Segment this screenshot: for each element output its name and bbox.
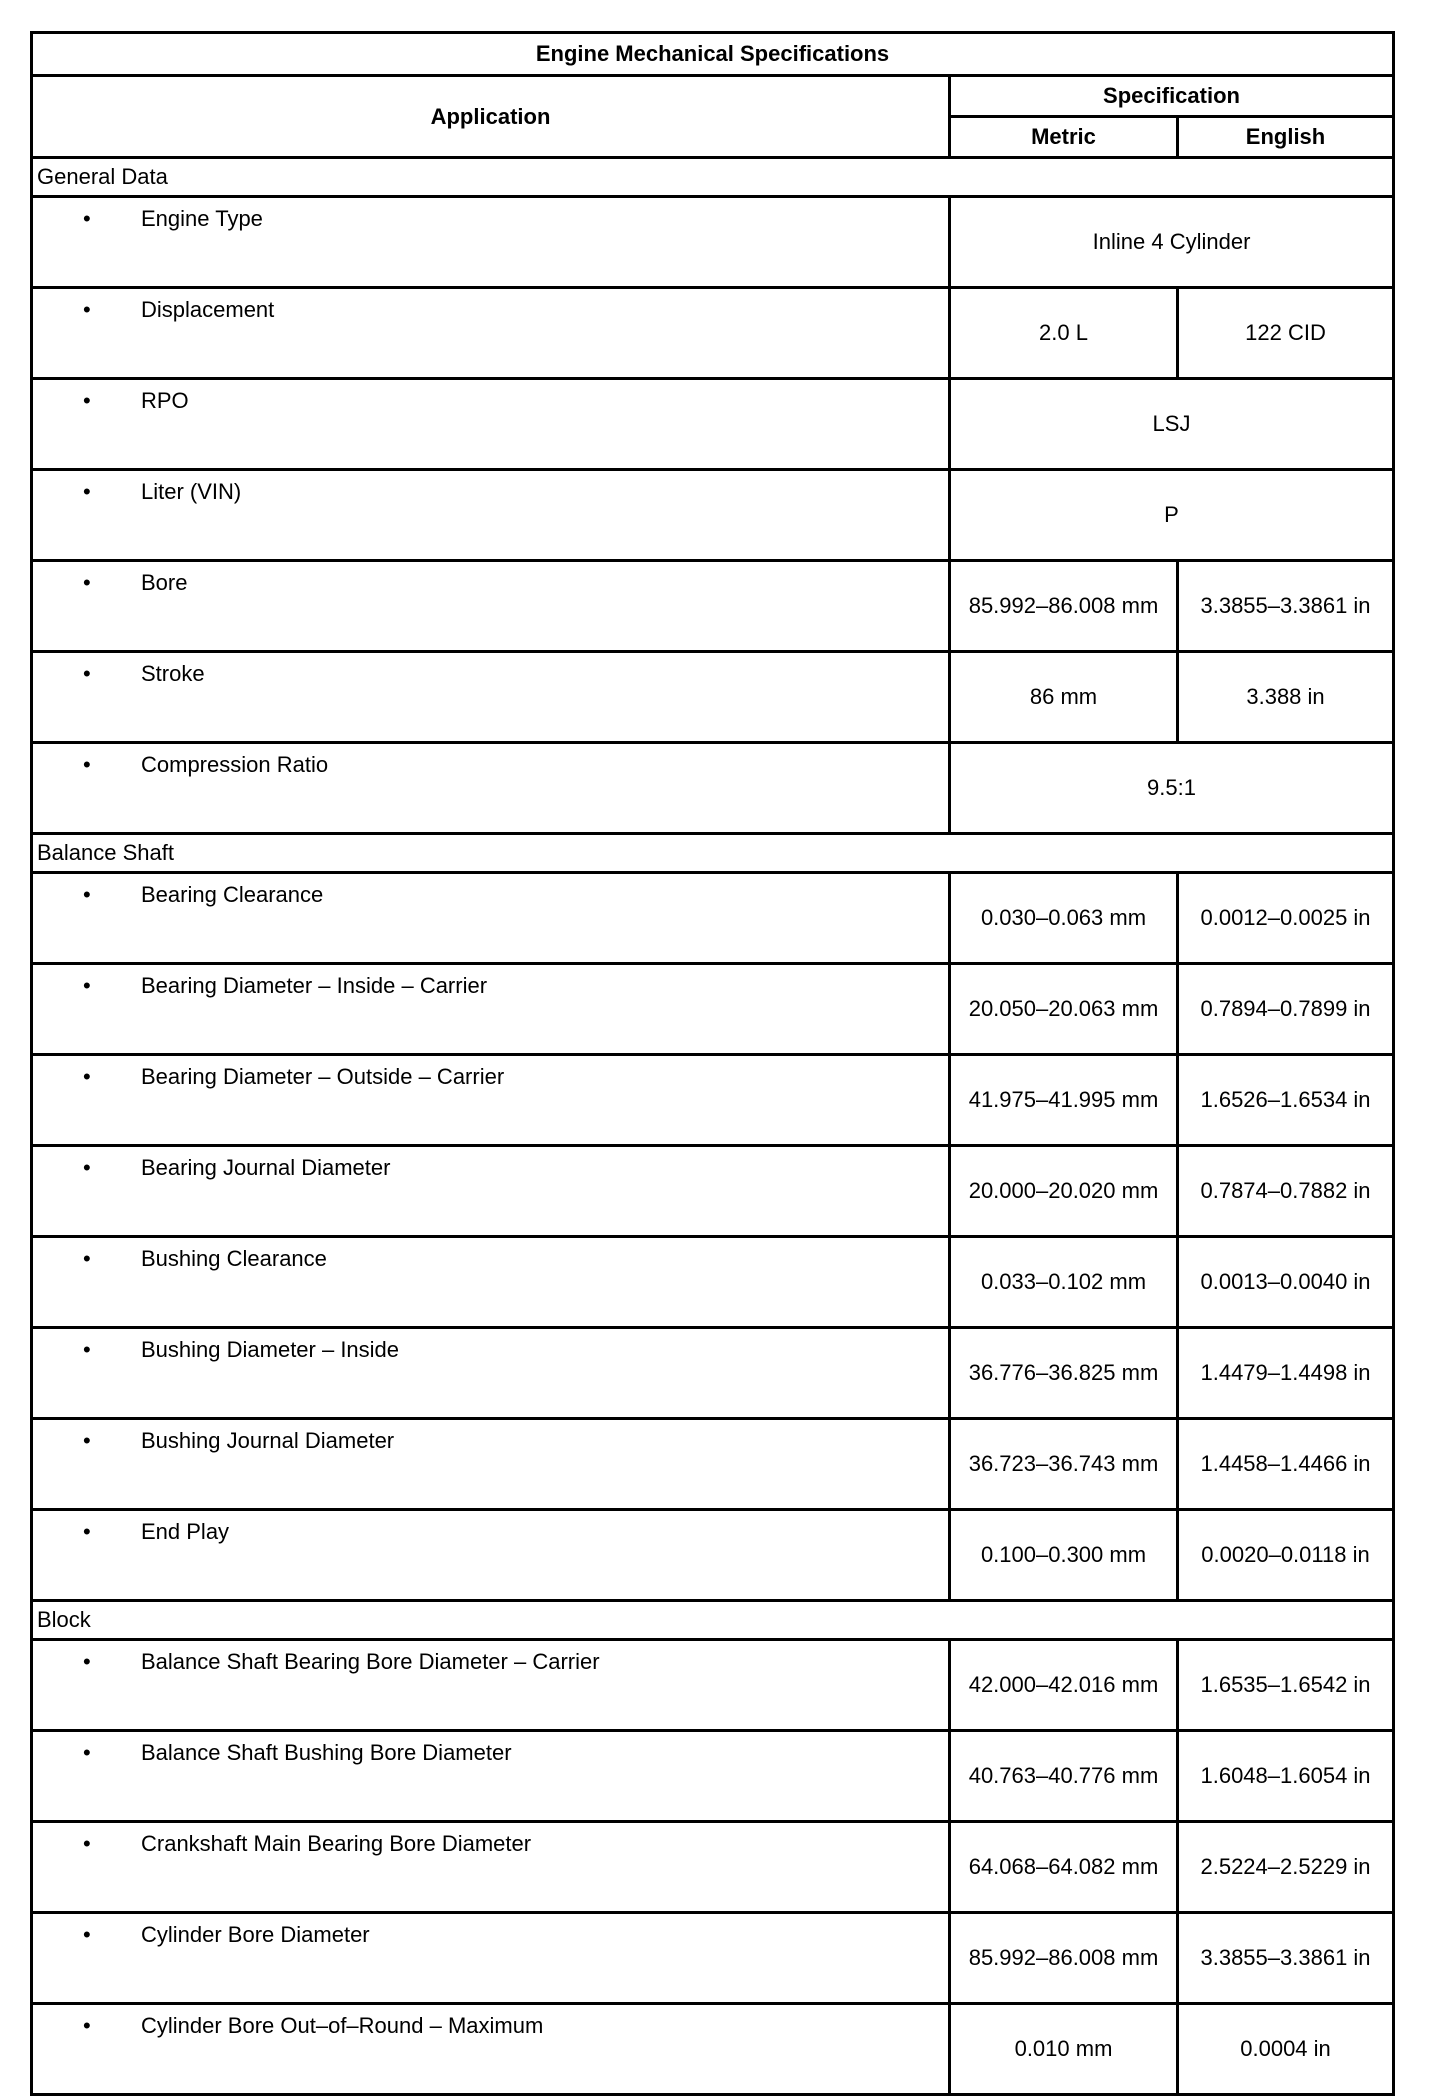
english-value: 1.4458–1.4466 in [1178,1419,1394,1510]
table-row [32,1419,1394,1510]
bullet-icon: • [83,1519,91,1544]
table-row [32,197,1394,288]
application-label: Bearing Diameter – Inside – Carrier [141,973,488,998]
application-cell [32,1731,950,1822]
application-label: Bushing Journal Diameter [141,1428,395,1453]
english-value: 1.6535–1.6542 in [1178,1640,1394,1731]
metric-value: 42.000–42.016 mm [950,1640,1178,1731]
english-value: 0.7894–0.7899 in [1178,964,1394,1055]
bullet-icon: • [83,1740,91,1765]
english-value: 1.4479–1.4498 in [1178,1328,1394,1419]
bullet-icon: • [83,1246,91,1271]
english-value: 3.388 in [1178,652,1394,743]
english-value: 0.0013–0.0040 in [1178,1237,1394,1328]
spec-value: Inline 4 Cylinder [950,197,1394,288]
bullet-icon: • [83,2013,91,2038]
table-row [32,1822,1394,1913]
table-row [32,1640,1394,1731]
table-row [32,964,1394,1055]
bullet-icon: • [83,479,91,504]
bullet-icon: • [83,661,91,686]
spec-value: P [950,470,1394,561]
bullet-icon: • [83,206,91,231]
application-label: Stroke [141,661,205,686]
application-label: End Play [141,1519,230,1544]
application-cell [32,1055,950,1146]
table-row [32,470,1394,561]
application-label: Displacement [141,297,275,322]
bullet-icon: • [83,882,91,907]
bullet-icon: • [83,1155,91,1180]
application-cell [32,2004,950,2095]
application-cell [32,1328,950,1419]
application-label: Crankshaft Main Bearing Bore Diameter [141,1831,532,1856]
bullet-icon: • [83,570,91,595]
table-row [32,1055,1394,1146]
metric-value: 40.763–40.776 mm [950,1731,1178,1822]
section-title: General Data [32,158,1394,197]
bullet-icon: • [83,388,91,413]
english-value: 0.7874–0.7882 in [1178,1146,1394,1237]
application-cell [32,197,950,288]
bullet-icon: • [83,1064,91,1089]
table-row [32,1913,1394,2004]
bullet-icon: • [83,297,91,322]
metric-value: 0.010 mm [950,2004,1178,2095]
application-cell [32,1822,950,1913]
english-value: 122 CID [1178,288,1394,379]
application-cell [32,873,950,964]
metric-value: 0.030–0.063 mm [950,873,1178,964]
section-row [32,834,1394,873]
table-row [32,2004,1394,2095]
table-row [32,561,1394,652]
application-label: Liter (VIN) [141,479,242,504]
english-value: 1.6526–1.6534 in [1178,1055,1394,1146]
section-row [32,158,1394,197]
application-cell [32,288,950,379]
application-cell [32,1419,950,1510]
english-value: 3.3855–3.3861 in [1178,561,1394,652]
table-row [32,1510,1394,1601]
spec-value: 9.5:1 [950,743,1394,834]
application-label: Compression Ratio [141,752,329,777]
table-title: Engine Mechanical Specifications [32,33,1394,76]
english-value: 0.0004 in [1178,2004,1394,2095]
section-title: Block [32,1601,1394,1640]
metric-value: 36.723–36.743 mm [950,1419,1178,1510]
application-label: Balance Shaft Bushing Bore Diameter [141,1740,512,1765]
bullet-icon: • [83,1831,91,1856]
header-specification: Specification [950,76,1394,117]
application-cell [32,470,950,561]
bullet-icon: • [83,1428,91,1453]
application-label: Bearing Clearance [141,882,324,907]
application-label: Bearing Journal Diameter [141,1155,391,1180]
table-row [32,379,1394,470]
application-cell [32,1913,950,2004]
application-label: Balance Shaft Bearing Bore Diameter – Carrier [141,1649,600,1674]
application-label: Cylinder Bore Diameter [141,1922,370,1947]
header-metric: Metric [950,117,1178,158]
table-row [32,652,1394,743]
bullet-icon: • [83,752,91,777]
metric-value: 85.992–86.008 mm [950,1913,1178,2004]
application-cell [32,964,950,1055]
metric-value: 41.975–41.995 mm [950,1055,1178,1146]
table-row [32,873,1394,964]
application-label: Bore [141,570,188,595]
application-cell [32,1146,950,1237]
metric-value: 0.100–0.300 mm [950,1510,1178,1601]
metric-value: 20.000–20.020 mm [950,1146,1178,1237]
metric-value: 86 mm [950,652,1178,743]
english-value: 3.3855–3.3861 in [1178,1913,1394,2004]
english-value: 1.6048–1.6054 in [1178,1731,1394,1822]
metric-value: 2.0 L [950,288,1178,379]
section-row [32,1601,1394,1640]
application-cell [32,743,950,834]
metric-value: 64.068–64.082 mm [950,1822,1178,1913]
spec-table [30,31,1395,2096]
header-english: English [1178,117,1394,158]
metric-value: 20.050–20.063 mm [950,964,1178,1055]
table-row [32,288,1394,379]
table-row [32,1146,1394,1237]
table-row [32,743,1394,834]
metric-value: 85.992–86.008 mm [950,561,1178,652]
application-label: Bearing Diameter – Outside – Carrier [141,1064,505,1089]
english-value: 0.0012–0.0025 in [1178,873,1394,964]
application-label: Cylinder Bore Out–of–Round – Maximum [141,2013,544,2038]
english-value: 2.5224–2.5229 in [1178,1822,1394,1913]
bullet-icon: • [83,1922,91,1947]
application-label: RPO [141,388,189,413]
section-title: Balance Shaft [32,834,1394,873]
application-cell [32,1510,950,1601]
application-label: Engine Type [141,206,263,231]
bullet-icon: • [83,1649,91,1674]
header-application: Application [32,76,950,158]
application-label: Bushing Clearance [141,1246,327,1271]
bullet-icon: • [83,1337,91,1362]
application-cell [32,1640,950,1731]
application-cell [32,652,950,743]
application-cell [32,379,950,470]
application-cell [32,1237,950,1328]
table-row [32,1237,1394,1328]
application-cell [32,561,950,652]
table-row [32,1328,1394,1419]
spec-value: LSJ [950,379,1394,470]
metric-value: 36.776–36.825 mm [950,1328,1178,1419]
application-label: Bushing Diameter – Inside [141,1337,400,1362]
english-value: 0.0020–0.0118 in [1178,1510,1394,1601]
table-row [32,1731,1394,1822]
metric-value: 0.033–0.102 mm [950,1237,1178,1328]
bullet-icon: • [83,973,91,998]
